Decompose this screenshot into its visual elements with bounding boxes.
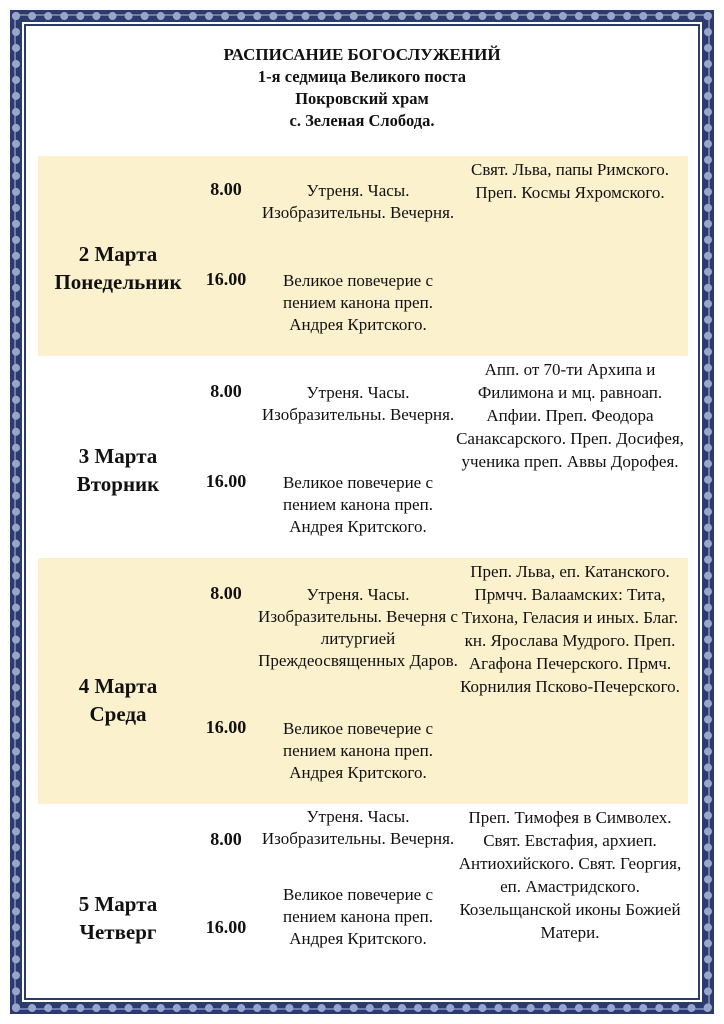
service-time: 16.00 xyxy=(205,917,247,937)
day-weekday: Понедельник xyxy=(54,270,182,294)
day-label xyxy=(38,442,198,498)
service-text: Утреня. Часы. Изобразительны. Вечерня. xyxy=(261,807,455,848)
service-text: Великое повечерие с пением канона преп. Андрея Критского. xyxy=(282,473,434,536)
day-weekday: Четверг xyxy=(79,920,157,944)
church-name: Покровский храм xyxy=(295,89,429,108)
day-date: 4 Марта xyxy=(78,674,158,698)
service-text: Великое повечерие с пением канона преп. Андрея Критского. xyxy=(282,271,434,334)
day-row-thursday xyxy=(38,804,688,994)
day-date: 3 Марта xyxy=(78,444,158,468)
day-date: 2 Марта xyxy=(78,242,158,266)
day-weekday: Среда xyxy=(89,702,147,726)
service-time: 8.00 xyxy=(210,179,242,199)
service-text: Утреня. Часы. Изобразительны. Вечерня с литургией Преждеосвященных Даров. xyxy=(258,585,458,670)
village-name: с. Зеленая Слобода. xyxy=(289,111,435,130)
service-text: Утреня. Часы. Изобразительны. Вечерня. xyxy=(261,181,455,222)
saints-commemoration: Преп. Льва, еп. Катанского. Прмчч. Валаамских: Тита, Тихона, Геласия и иных. Благ. кн. Ярослава Мудрого. Преп. Агафона Печерского. Прмч. Корнилия Псково-Печерского. xyxy=(460,562,680,696)
service-time: 16.00 xyxy=(205,471,247,491)
day-row-wednesday xyxy=(38,558,688,804)
service-text: Великое повечерие с пением канона преп. Андрея Критского. xyxy=(282,719,434,782)
service-time: 8.00 xyxy=(210,381,242,401)
saints-commemoration: Преп. Тимофея в Символех. Свят. Евстафия, архиеп. Антиохийского. Свят. Георгия, еп. Амастридского. Козельщанской иконы Божией Матери. xyxy=(458,808,682,942)
service-time: 8.00 xyxy=(210,829,242,849)
day-weekday: Вторник xyxy=(76,472,160,496)
day-label xyxy=(38,672,198,728)
saints-commemoration: Апп. от 70-ти Архипа и Филимона и мц. равноап. Апфии. Преп. Феодора Санаксарского. Преп. Досифея, ученика преп. Аввы Дорофея. xyxy=(456,360,684,471)
schedule-header xyxy=(0,44,724,132)
saints-commemoration: Свят. Льва, папы Римского. Преп. Космы Яхромского. xyxy=(471,160,669,202)
service-text: Великое повечерие с пением канона преп. Андрея Критского. xyxy=(282,885,434,948)
service-text: Утреня. Часы. Изобразительны. Вечерня. xyxy=(261,383,455,424)
day-label xyxy=(38,240,198,296)
day-row-tuesday xyxy=(38,356,688,558)
service-time: 16.00 xyxy=(205,269,247,289)
day-label xyxy=(38,890,198,946)
schedule-subtitle: 1-я седмица Великого поста xyxy=(257,67,467,86)
day-date: 5 Марта xyxy=(78,892,158,916)
day-row-monday xyxy=(38,156,688,356)
service-time: 8.00 xyxy=(210,583,242,603)
service-time: 16.00 xyxy=(205,717,247,737)
schedule-title: РАСПИСАНИЕ БОГОСЛУЖЕНИЙ xyxy=(223,45,501,64)
